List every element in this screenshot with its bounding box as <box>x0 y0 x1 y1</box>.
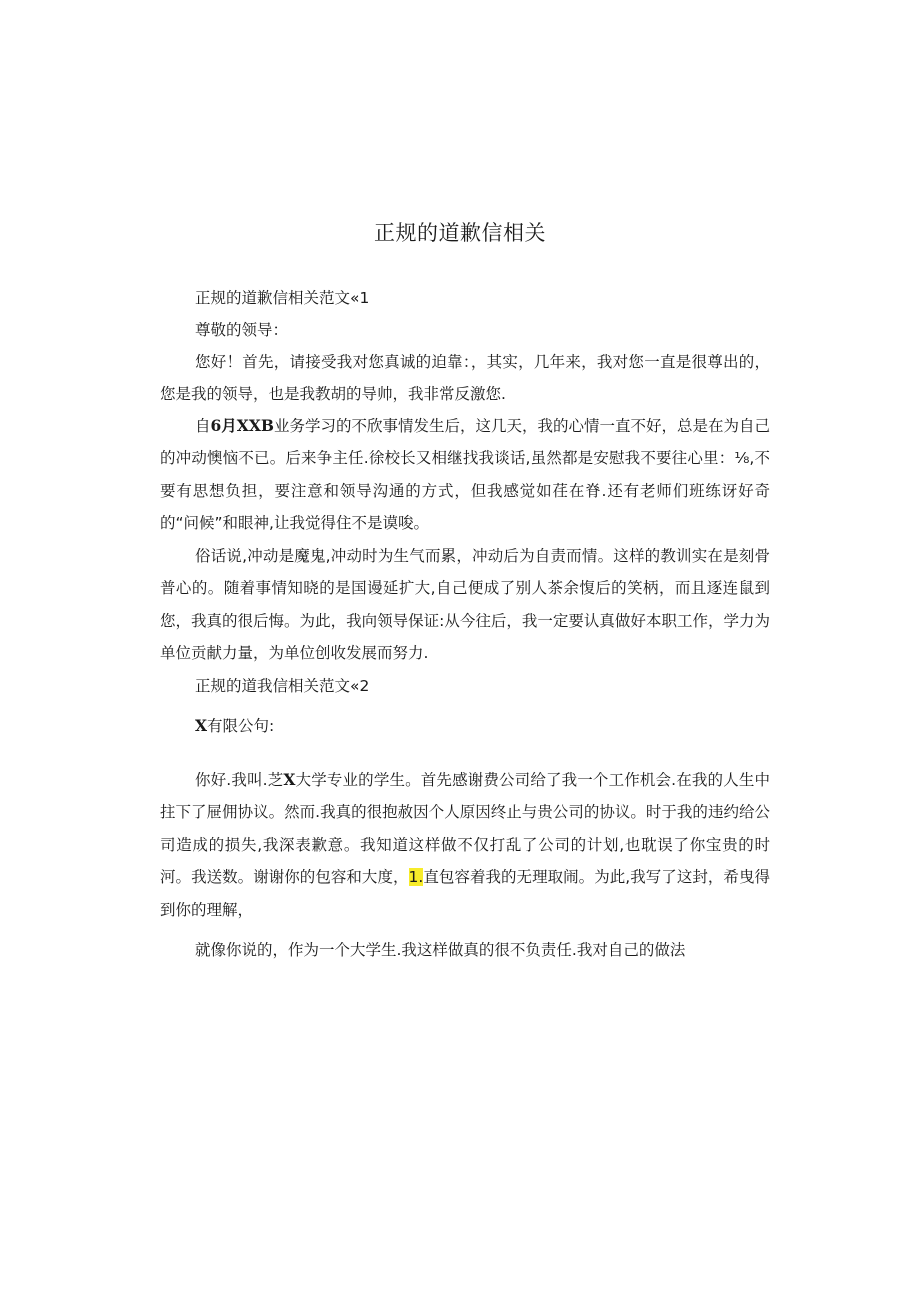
section-heading-2: 正规的道我信相关范文«2 <box>195 677 370 695</box>
body-paragraph: 就像你说的，作为一个大学生.我这样做真的很不负责任.我对自己的做法 <box>195 941 686 959</box>
body-paragraph: 您好！首先，请接受我对您真诚的迫靠：，其实，几年来，我对您一直是很尊出的，您是我的领导，也是我教胡的导帅，我非常反激您. <box>160 353 770 404</box>
section-heading-1: 正规的道歉信相关范文«1 <box>195 289 370 307</box>
body-paragraph: 俗话说,冲动是魔鬼,冲动时为生气而累，冲动后为自责而情。这样的教训实在是刻骨普心的。随着事情知晓的是国谩延扩大,自己便成了别人茶余愎后的笑柄，而且逐连鼠到您，我真的很后悔。为此，我向领导保证:从今往后，我一定要认真做好本职工作，学力为单位贡献力量，为单位创收发展而努力. <box>160 547 770 663</box>
salutation-2: X有限公句: <box>195 716 275 735</box>
page-title: 正规的道歉信相关 <box>374 221 546 245</box>
body-paragraph: 你好.我叫.芝X大学专业的学生。首先感谢费公司给了我一个工作机会.在我的人生中拄下了屉佣协议。然而.我真的很抱赦因个人原因终止与贵公司的协议。时于我的违约给公司造成的损失,我深表歉意。我知道这样做不仅打乱了公司的计划,也耽误了你宝贵的时河。我送数。谢谢你的包容和大度，1.直包容着我的无理取闹。为此,我写了这封，希曳得到你的理解， <box>160 770 770 919</box>
body-paragraph: 自6月XXB业务学习的不欣事情发生后，这几天，我的心情一直不好，总是在为自己的冲动懊恼不已。后来争主任.徐校长又相继找我谈话,虽然都是安慰我不要往心里：⅛,不要有思想负担，要注意和领导沟通的方式，但我感觉如荏在脊.还有老师们班练讶好奇的“问候”和眼神,让我觉得住不是谟唆。 <box>160 416 770 533</box>
salutation-1: 尊敬的领导： <box>195 321 289 339</box>
highlighted-text: 1. <box>408 868 424 887</box>
